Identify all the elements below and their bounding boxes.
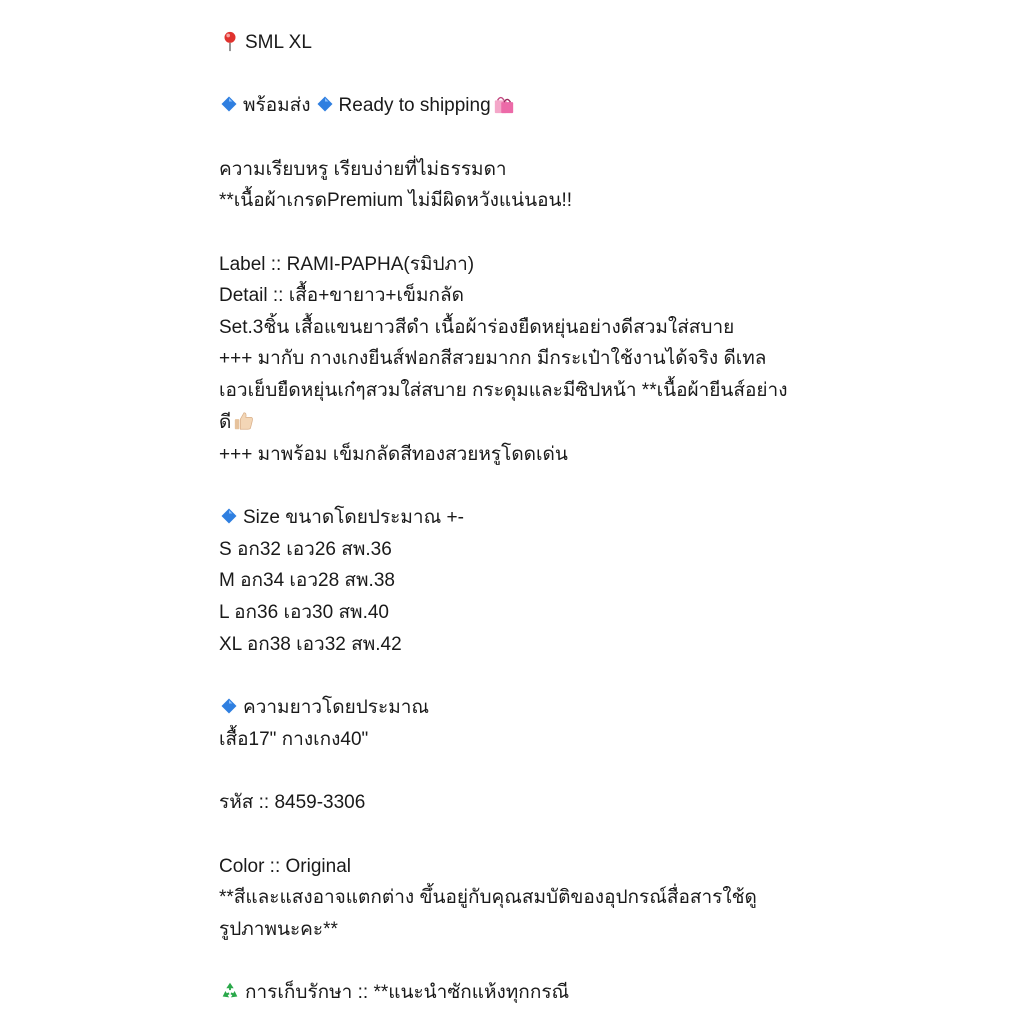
detail-line: Detail :: เสื้อ+ขายาว+เข็มกลัด xyxy=(219,285,465,306)
size-xl: XL อก38 เอว32 สพ.42 xyxy=(219,634,402,655)
ready-thai-text: พร้อมส่ง xyxy=(243,95,311,116)
size-s: S อก32 เอว26 สพ.36 xyxy=(219,539,392,560)
color-line: Color :: Original xyxy=(219,856,351,877)
description-line-2: +++ มากับ กางเกงยีนส์ฟอกสีสวยมากก มีกระเป๋าใช้งานได้จริง ดีเทล xyxy=(219,348,767,369)
length-title-text: ความยาวโดยประมาณ xyxy=(243,697,430,718)
product-code: รหัส :: 8459-3306 xyxy=(219,792,366,813)
size-l: L อก36 เอว30 สพ.40 xyxy=(219,602,389,623)
care-line xyxy=(219,978,569,1008)
size-title-text: Size ขนาดโดยประมาณ +- xyxy=(243,507,464,528)
shopping-bags-icon xyxy=(493,93,515,115)
color-note-1: **สีและแสงอาจแตกต่าง ขึ้นอยู่กับคุณสมบัติของอุปกรณ์สื่อสารใช้ดู xyxy=(219,887,757,908)
label-line: Label :: RAMI-PAPHA(รมิปภา) xyxy=(219,254,475,275)
thumbs-up-icon xyxy=(233,410,255,432)
recycling-icon xyxy=(219,980,241,1002)
length-title-line xyxy=(219,693,429,723)
care-text: การเก็บรักษา :: **แนะนำซักแห้งทุกกรณี xyxy=(245,982,570,1003)
description-line-3: เอวเย็บยืดหยุ่นเก๋ๆสวมใส่สบาย กระดุมและมีซิปหน้า **เนื้อผ้ายีนส์อย่าง xyxy=(219,380,788,401)
description-line-5: +++ มาพร้อม เข็มกลัดสีทองสวยหรูโดดเด่น xyxy=(219,444,568,465)
description-line-4-text: ดี xyxy=(219,412,232,433)
description-line-4 xyxy=(219,408,255,438)
description-line-1: Set.3ชิ้น เสื้อแขนยาวสีดำ เนื้อผ้าร่องยืดหยุ่นอย่างดีสวมใส่สบาย xyxy=(219,317,735,338)
small-blue-diamond-icon xyxy=(219,94,239,114)
tagline-2: **เนื้อผ้าเกรดPremium ไม่มีผิดหวังแน่นอน!! xyxy=(219,190,573,211)
color-note-2: รูปภาพนะคะ** xyxy=(219,919,338,940)
tagline-1: ความเรียบหรู เรียบง่ายที่ไม่ธรรมดา xyxy=(219,159,507,180)
size-title-line xyxy=(219,503,464,533)
size-m: M อก34 เอว28 สพ.38 xyxy=(219,570,395,591)
small-blue-diamond-icon xyxy=(315,94,335,114)
round-pushpin-icon xyxy=(219,30,241,52)
sizes-line xyxy=(219,28,312,58)
sizes-text: SML XL xyxy=(245,32,312,53)
small-blue-diamond-icon xyxy=(219,696,239,716)
ready-line xyxy=(219,91,515,121)
length-values: เสื้อ17" กางเกง40" xyxy=(219,729,369,750)
small-blue-diamond-icon xyxy=(219,506,239,526)
ready-en-text: Ready to shipping xyxy=(338,95,491,116)
